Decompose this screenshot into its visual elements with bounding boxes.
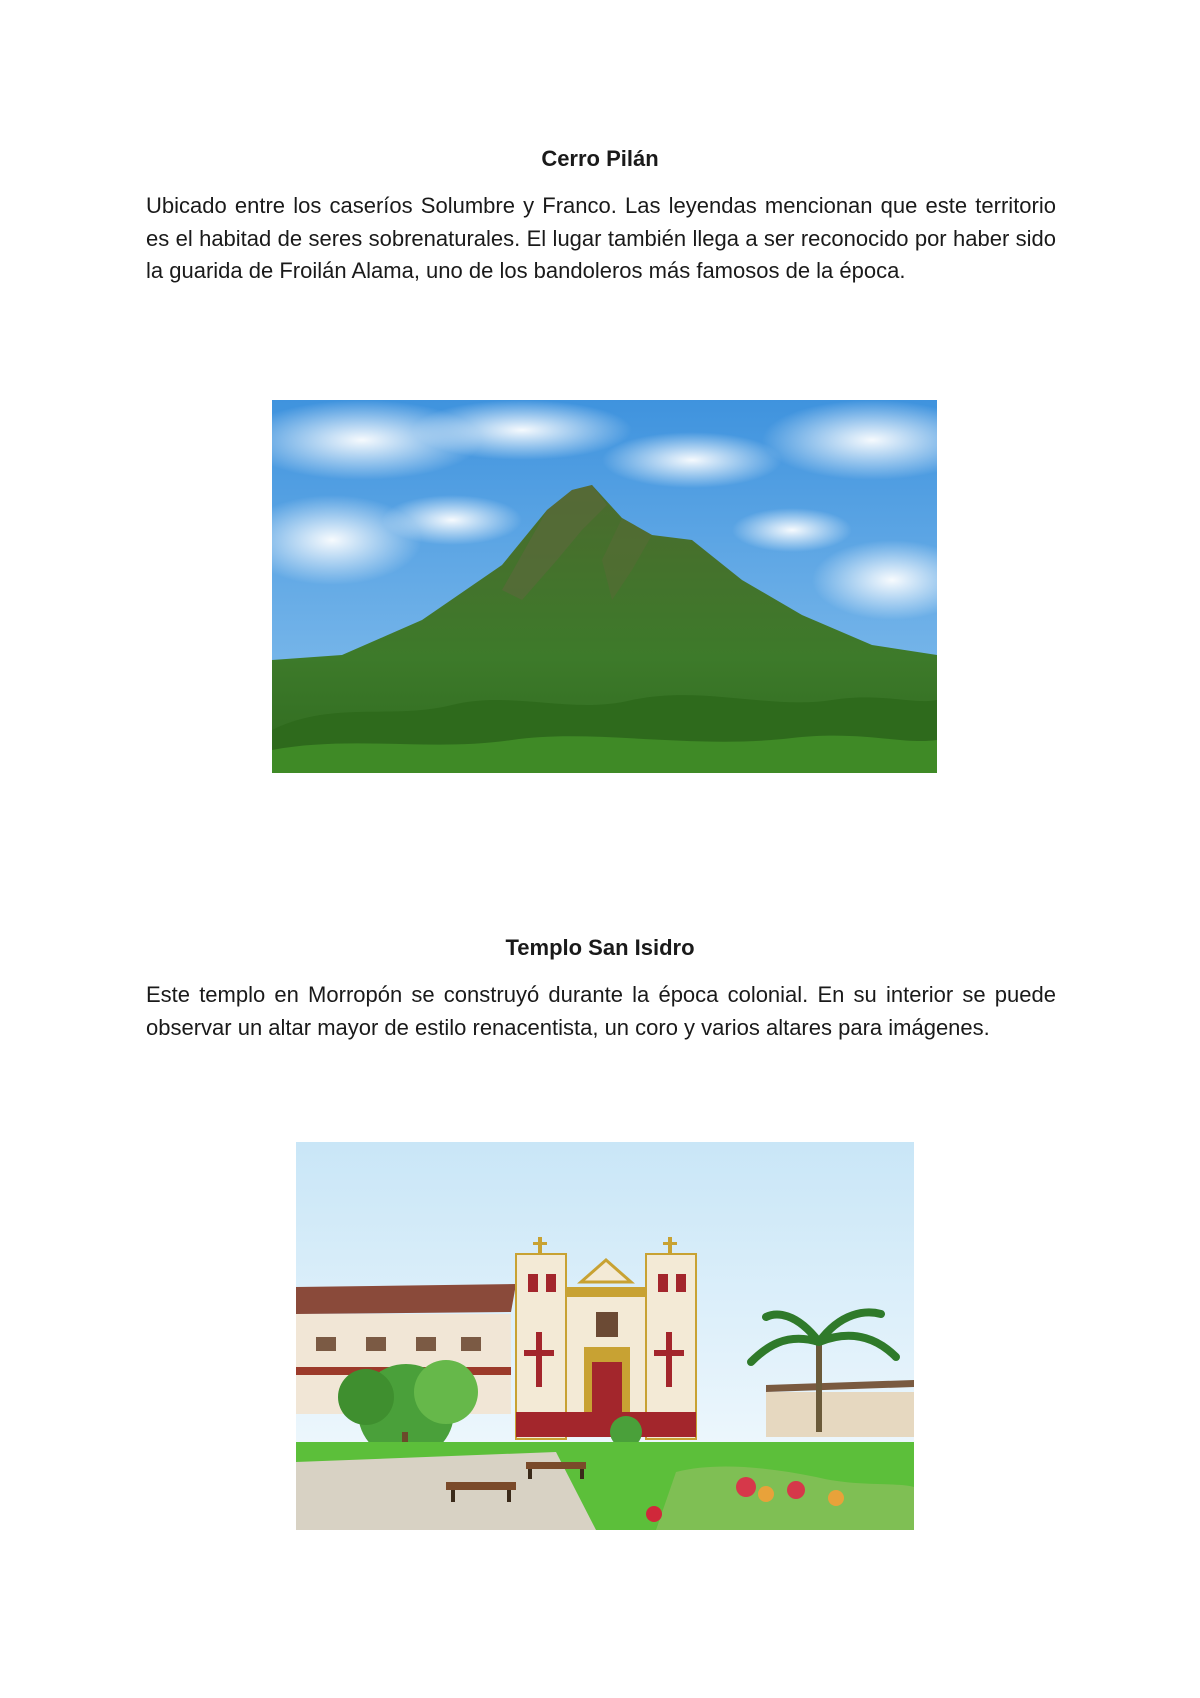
section-body-templo-san-isidro: Este templo en Morropón se construyó durante la época colonial. En su interior se puede observar un altar mayor de estilo renacentista, un coro y varios altares para imágenes. — [146, 982, 1056, 1040]
section-heading-templo-san-isidro: Templo San Isidro — [505, 935, 695, 960]
section-body-cerro-pilan: Ubicado entre los caseríos Solumbre y Franco. Las leyendas mencionan que este territorio es el habitad de seres sobrenaturales. El lugar también llega a ser reconocido por haber sido la guarida de Froilán Alama, uno de los bandoleros más famosos de la época. — [146, 193, 1056, 283]
section-heading-cerro-pilan: Cerro Pilán — [541, 146, 659, 171]
mountain-photo — [272, 400, 937, 773]
mountain-illustration — [272, 400, 937, 773]
church-photo — [296, 1142, 914, 1530]
church-illustration — [296, 1142, 914, 1530]
